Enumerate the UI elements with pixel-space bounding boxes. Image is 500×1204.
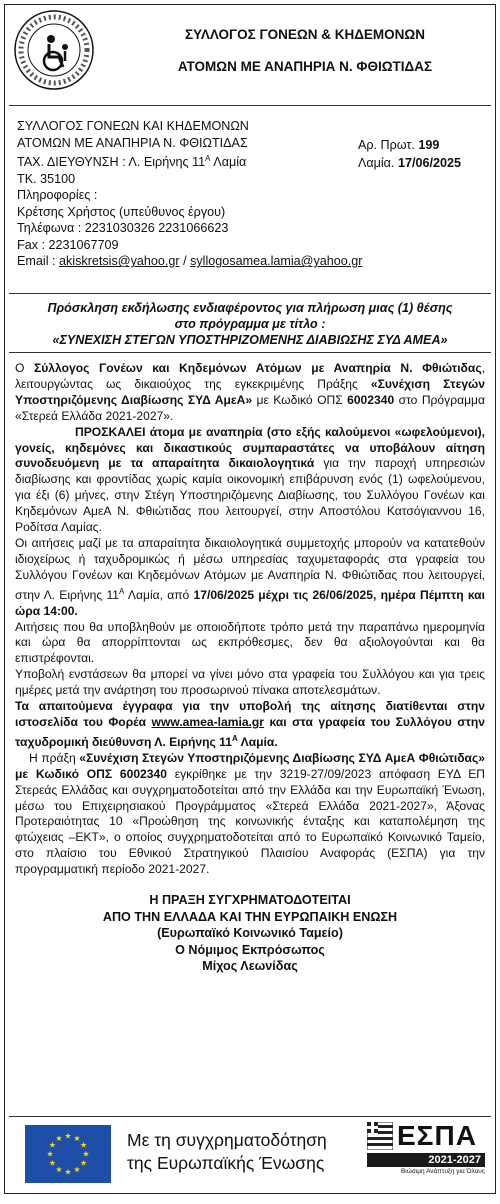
header	[5, 5, 495, 105]
invitation-title: Πρόσκληση εκδήλωσης ενδιαφέροντος για πλήρωση μιας (1) θέσης στο πρόγραμμα με τίτλο : «ΣΥΝΕΧΙΣΗ ΣΤΕΓΩΝ ΥΠΟΣΤΗΡΙΖΟΜΕΝΗΣ ΔΙΑΒΙΩΣΗΣ ΣΥΔ ΑΜΕΑ»	[47, 301, 453, 347]
signatory-name: Μίχος Λεωνίδας	[202, 959, 298, 974]
contact-info	[5, 106, 495, 293]
espa-slogan: Βιώσιμη Ανάπτυξη για Όλους	[400, 1168, 485, 1175]
espa-logo	[367, 1121, 485, 1185]
title-line-1: ΣΥΛΛΟΓΟΣ ΓΟΝΕΩΝ & ΚΗΔΕΜΟΝΩΝ	[185, 27, 425, 42]
paragraph-1: Ο Σύλλογος Γονέων και Κηδεμόνων Ατόμων με Αναπηρία Ν. Φθιώτιδας, λειτουργώντας ως δικαιούχος της εγκεκριμένης Πράξης «Συνέχιση Στεγών Υποστηριζόμενης Διαβίωσης ΣΥΔ ΑμεΑ» με Κωδικό ΟΠΣ 6002340 στο Πρόγραμμα «Στερεά Ελλάδα 2021-2027».	[15, 361, 486, 423]
paragraph-7: Η πράξη «Συνέχιση Στεγών Υποστηριζόμενης Διαβίωσης ΣΥΔ ΑμεΑ Φθιώτιδας» με Κωδικό ΟΠΣ 6002340 εγκρίθηκε με την 3219-27/09/2023 απόφαση ΕΥΔ ΕΠ Στερεάς Ελλάδας και συγχρηματοδοτείται από την Ελλάδα και την Ευρωπαϊκή Ένωση, μέσω του Επιχειρησιακού Προγράμματος «Στερεά Ελλάδα 2021-2027», Άξονας Προτεραιότητας 10 «Προώθηση της κοινωνικής ένταξης και καταπολέμηση της φτώχειας –ΕΚΤ», ο οποίος συγχρηματοδοτείται από το Ευρωπαϊκό Κοινωνικό Ταμείο, στο πλαίσιο του Εθνικού Στρατηγικού Πλαισίου Αναφοράς (ΕΣΠΑ) για την προγραμματική περίοδο 2021-2027.	[15, 750, 486, 877]
paragraph-5: Υποβολή ενστάσεων θα μπορεί να γίνει μόνο στα γραφεία του Συλλόγου και για τρεις ημέρες μετά την ανάρτηση του προσωρινού πίνακα αποτελεσμάτων.	[15, 667, 485, 698]
espa-period: 2021-2027	[367, 1153, 485, 1167]
paragraph-6: Τα απαιτούμενα έγγραφα για την υποβολή της αίτησης διατίθενται στην ιστοσελίδα του Φορέα www.amea-lamia.gr και στα γραφεία του Συλλόγου στην ταχυδρομική διεύθυνση Λ. Ειρήνης $11^A$ Λαμία.	[15, 699, 486, 749]
association-seal-logo	[13, 9, 95, 91]
legal-representative-label: Ο Νόμιμος Εκπρόσωπος	[175, 942, 325, 957]
closing-block: Η ΠΡΑΞΗ ΣΥΓΧΡΗΜΑΤΟΔΟΤΕΙΤΑΙ ΑΠΟ ΤΗΝ ΕΛΛΑΔΑ ΚΑΙ ΤΗΝ ΕΥΡΩΠΑΙΚΗ ΕΝΩΣΗ (Ευρωπαϊκό Κοινωνικό Ταμείο) Ο Νόμιμος Εκπρόσωπος Μίχος Λεωνίδας	[5, 892, 495, 975]
greek-flag-emblem-icon	[367, 1122, 393, 1150]
espa-wordmark: ΕΣΠΑ	[397, 1120, 477, 1151]
paragraph-4: Αιτήσεις που θα υποβληθούν με οποιοδήποτε τρόπο μετά την παραπάνω ημερομηνία και ώρα θα απορρίπτονται ως εκπρόθεσμες, δεν θα αξιολογούνται και θα επιστρέφονται.	[15, 619, 485, 666]
org-title	[125, 27, 485, 91]
email-link-2[interactable]: syllogosamea.lamia@yahoo.gr	[190, 254, 363, 269]
postal-code: ΤΚ. 35100	[17, 171, 76, 186]
email-link-1[interactable]: akiskretsis@yahoo.gr	[59, 254, 180, 269]
document-date: Λαμία. 17/06/2025	[357, 156, 461, 170]
fax: Fax : 2231067709	[17, 237, 119, 252]
protocol-block	[358, 136, 461, 172]
info-label: Πληροφορίες :	[17, 188, 98, 203]
divider	[9, 352, 491, 353]
announcement-body	[5, 359, 495, 878]
address: ΤΑΧ. ΔΙΕΥΘΥΝΣΗ : Λ. Ειρήνης $11^A$ Λαμία	[17, 154, 247, 170]
announcement-page	[4, 4, 496, 1194]
paragraph-3: Οι αιτήσεις μαζί με τα απαραίτητα δικαιολογητικά συμμετοχής μπορούν να κατατεθούν ιδιοχείρως ή ταχυδρομικώς ή μέσω υπηρεσίας ταχυμεταφοράς στα γραφεία του Συλλόγου Γονέων και Κηδεμόνων Ατόμων με Αναπηρία Ν. Φθιώτιδας που λειτουργεί, στην Λ. Ειρήνης $11^A$ Λαμία, από 17/06/2025 μέχρι τις 26/06/2025, ημέρα Πέμπτη και ώρα 14:00.	[15, 535, 485, 618]
phone: Τηλέφωνα : 2231030326 2231066623	[17, 221, 229, 236]
protocol-number: Αρ. Πρωτ. 199	[357, 138, 440, 152]
org-line-1: ΣΥΛΛΟΓΟΣ ΓΟΝΕΩΝ ΚΑΙ ΚΗΔΕΜΟΝΩΝ	[17, 119, 249, 133]
email-line: Email : akiskretsis@yahoo.gr / syllogosamea.lamia@yahoo.gr	[17, 254, 363, 269]
website-link[interactable]: www.amea-lamia.gr	[151, 714, 265, 729]
funding-footer	[9, 1116, 491, 1189]
org-line-2: ΑΤΟΜΩΝ ΜΕ ΑΝΑΠΗΡΙΑ Ν. ΦΘΙΩΤΙΔΑΣ	[17, 135, 248, 150]
eu-flag-icon	[25, 1125, 111, 1183]
eu-cofunding-text: Με τη συγχρηματοδότηση της Ευρωπαϊκής Ένωσης	[127, 1130, 327, 1173]
contact-person: Κρέτσης Χρήστος (υπεύθυνος έργου)	[17, 204, 226, 219]
title-line-2: ΑΤΟΜΩΝ ΜΕ ΑΝΑΠΗΡΙΑ Ν. ΦΘΙΩΤΙΔΑΣ	[177, 59, 433, 74]
paragraph-2: ΠΡΟΣΚΑΛΕΙ άτομα με αναπηρία (στο εξής καλούμενοι «ωφελούμενοι), γονείς, κηδεμόνες και δικαστικούς συμπαραστάτες να υποβάλουν αίτηση συνοδευόμενη με τα απαραίτητα δικαιολογητικά για την παροχή υπηρεσιών διαβίωσης και φροντίδας χωρίς καμία οικονομική επιβάρυνση ενός (1) ωφελούμενου, για έξι (6) μήνες, στην Στέγη Υποστηριζόμενης Διαβίωσης, του Συλλόγου Γονέων και Κηδεμόνων ΑμεΑ Ν. Φθιώτιδας που λειτουργεί, στην Αποστόλου Κατσόγιαννου 16, Ροδίτσα Λαμίας.	[15, 424, 485, 535]
